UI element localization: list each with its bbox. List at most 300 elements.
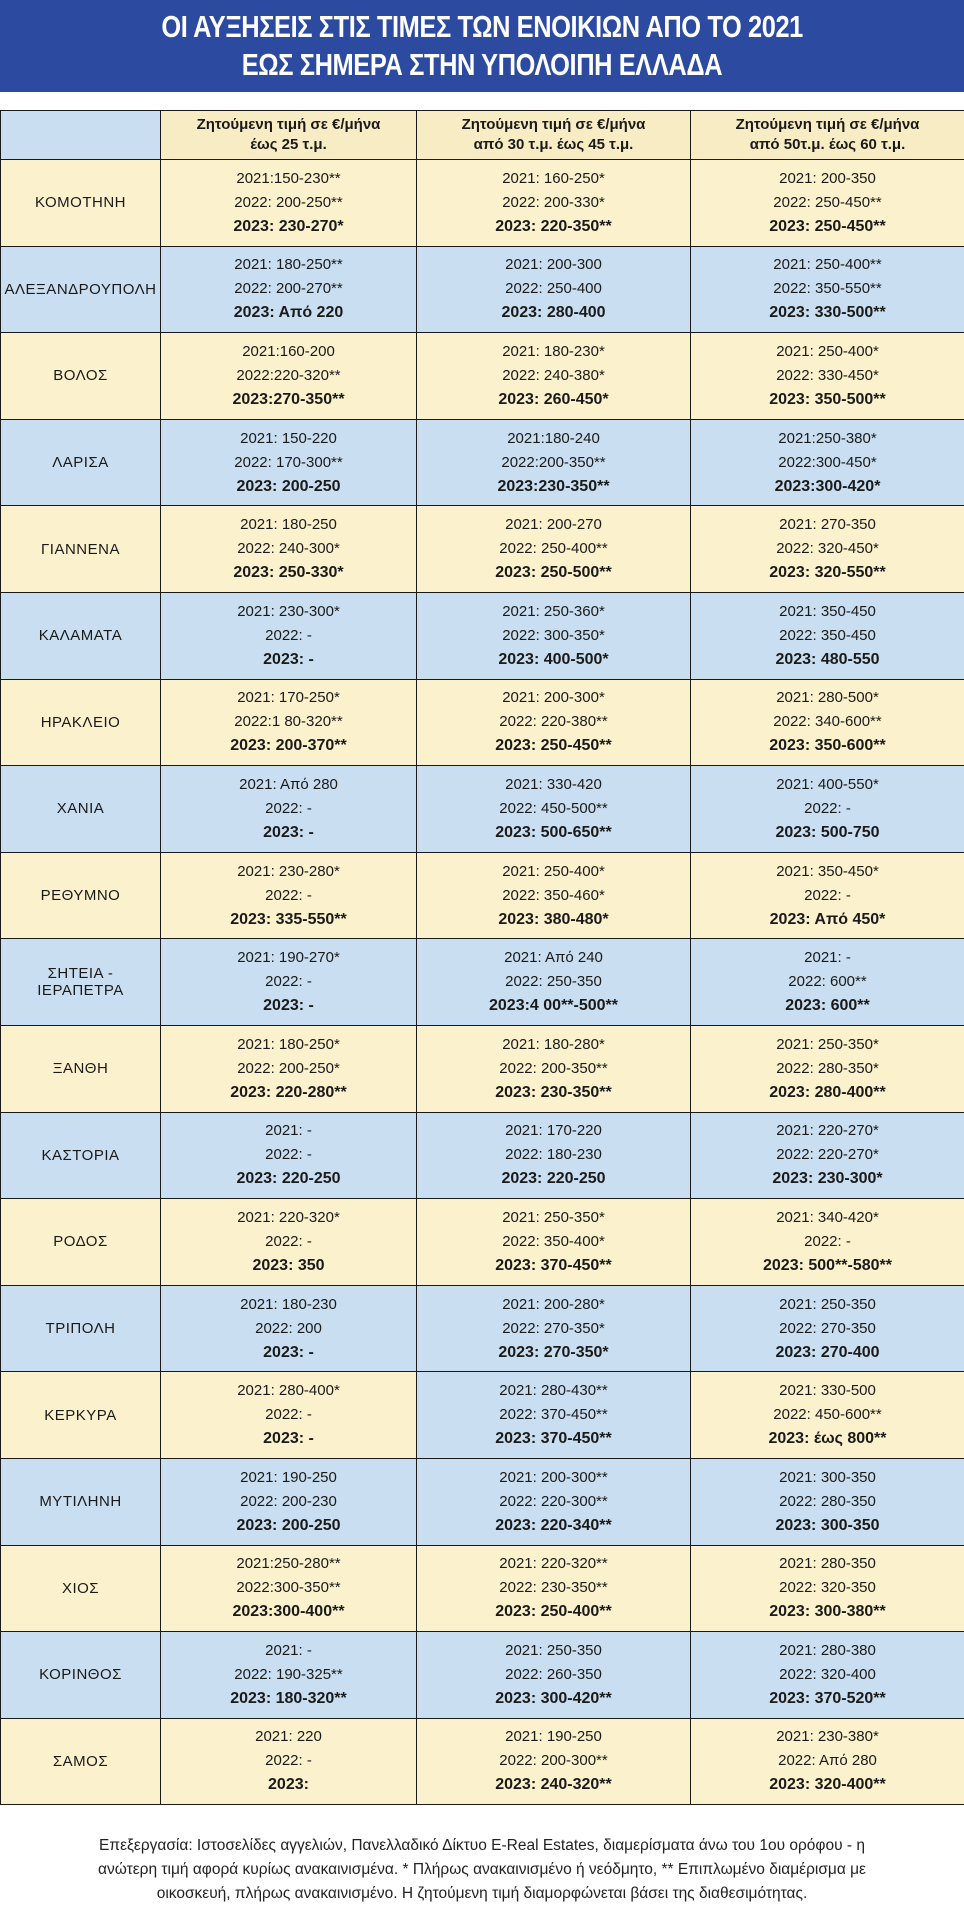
city-name-cell bbox=[1, 1199, 161, 1286]
price-2022: 2022: - bbox=[265, 973, 312, 991]
price-2022: 2022:200-350** bbox=[501, 453, 606, 471]
price-2023: 2023: 250-500** bbox=[495, 564, 612, 582]
price-2023: 2023: 300-420** bbox=[495, 1689, 612, 1707]
city-name: ΚΟΜΟΤΗΝΗ bbox=[34, 194, 127, 212]
price-2023: 2023: 480-550 bbox=[775, 650, 880, 668]
price-2021: 2021: 250-350 bbox=[505, 1641, 602, 1659]
price-2021: 2021: 180-230 bbox=[240, 1295, 337, 1313]
price-2022: 2022: - bbox=[265, 1752, 312, 1770]
price-cell bbox=[691, 1545, 964, 1632]
footnote-line-3: οικοσκευή, πλήρως ανακαινισμένο. Η ζητούμενη τιμή διαμορφώνεται βάσει της διαθεσιμότητας. bbox=[156, 1885, 808, 1902]
price-2021: 2021: 230-380* bbox=[776, 1728, 879, 1746]
city-name-cell bbox=[1, 1545, 161, 1632]
header-col-1-line1: Ζητούμενη τιμή σε €/μήνα bbox=[196, 116, 381, 133]
city-name-cell bbox=[1, 766, 161, 853]
city-name-cell bbox=[1, 160, 161, 247]
footnote-line-2: ανώτερη τιμή αφορά κυρίως ανακαινισμένα. * Πλήρως ανακαινισμένο ή νεόδμητο, ** Επιπλωμένο διαμέρισμα με bbox=[98, 1861, 866, 1878]
city-name-cell bbox=[1, 939, 161, 1026]
price-2023: 2023: 280-400 bbox=[501, 304, 606, 322]
price-2022: 2022: 240-380* bbox=[502, 366, 605, 384]
city-name-cell bbox=[1, 852, 161, 939]
price-2022: 2022:300-450* bbox=[778, 453, 877, 471]
source-footnote bbox=[6, 1834, 958, 1906]
price-cell bbox=[417, 1025, 691, 1112]
price-cell bbox=[161, 419, 417, 506]
price-2021: 2021: 180-280* bbox=[502, 1035, 605, 1053]
price-2023: 2023: - bbox=[263, 1430, 314, 1448]
title-line-2: ΕΩΣ ΣΗΜΕΡΑ ΣΤΗΝ ΥΠΟΛΟΙΠΗ ΕΛΛΑΔΑ bbox=[241, 47, 723, 82]
price-2023: 2023: 500**-580** bbox=[763, 1256, 892, 1274]
price-cell bbox=[417, 766, 691, 853]
price-cell bbox=[161, 1718, 417, 1805]
table-row bbox=[1, 1025, 964, 1112]
price-cell bbox=[417, 1632, 691, 1719]
price-2023: 2023:300-420* bbox=[774, 477, 881, 495]
table-row bbox=[1, 1545, 964, 1632]
city-name: ΒΟΛΟΣ bbox=[53, 367, 108, 385]
price-cell bbox=[161, 160, 417, 247]
city-name: ΚΑΛΑΜΑΤΑ bbox=[38, 627, 123, 645]
price-2022: 2022: 280-350* bbox=[776, 1059, 879, 1077]
price-cell bbox=[417, 506, 691, 593]
price-2023: 2023: 335-550** bbox=[230, 910, 347, 928]
price-2022: 2022: 350-460* bbox=[502, 886, 605, 904]
price-2023: 2023: 280-400** bbox=[769, 1083, 886, 1101]
price-cell bbox=[161, 246, 417, 333]
price-2022: 2022:300-350** bbox=[236, 1579, 341, 1597]
price-cell bbox=[417, 939, 691, 1026]
price-2021: 2021: 330-500 bbox=[779, 1382, 876, 1400]
header-corner bbox=[1, 111, 161, 160]
price-2023: 2023: bbox=[268, 1776, 309, 1794]
price-2023: 2023: Από 220 bbox=[233, 304, 344, 322]
table-row bbox=[1, 1199, 964, 1286]
price-2023: 2023: 230-270* bbox=[233, 217, 344, 235]
price-2023: 2023: 300-380** bbox=[769, 1603, 886, 1621]
price-2023: 2023: 180-320** bbox=[230, 1689, 347, 1707]
city-name: ΚΑΣΤΟΡΙΑ bbox=[41, 1146, 120, 1164]
price-2023: 2023: 230-300* bbox=[772, 1170, 883, 1188]
header-col-2 bbox=[417, 111, 691, 160]
price-cell bbox=[161, 1199, 417, 1286]
price-2023: 2023: 250-450** bbox=[495, 737, 612, 755]
price-2021: 2021: 160-250* bbox=[502, 169, 605, 187]
price-2021: 2021: 280-380 bbox=[779, 1641, 876, 1659]
price-2022: 2022: 220-380** bbox=[499, 713, 608, 731]
price-2022: 2022: 200-270** bbox=[234, 280, 343, 298]
price-2022: 2022: - bbox=[265, 626, 312, 644]
price-cell bbox=[417, 1199, 691, 1286]
price-cell bbox=[691, 333, 964, 420]
city-name-cell bbox=[1, 679, 161, 766]
price-2021: 2021: - bbox=[804, 949, 851, 967]
price-2021: 2021: 180-230* bbox=[502, 342, 605, 360]
price-2022: 2022: 220-300** bbox=[499, 1492, 608, 1510]
price-cell bbox=[417, 333, 691, 420]
price-cell bbox=[417, 1545, 691, 1632]
price-2023: 2023: 400-500* bbox=[498, 650, 609, 668]
price-2021: 2021: - bbox=[265, 1122, 312, 1140]
price-2022: 2022: 350-400* bbox=[502, 1232, 605, 1250]
rent-table-container bbox=[0, 110, 964, 1805]
price-2022: 2022: 240-300* bbox=[237, 540, 340, 558]
price-2021: 2021: 350-450* bbox=[776, 862, 879, 880]
price-cell bbox=[691, 592, 964, 679]
price-2022: 2022:220-320** bbox=[236, 366, 341, 384]
price-2023: 2023: 370-450** bbox=[495, 1256, 612, 1274]
price-2023: 2023: 250-450** bbox=[769, 217, 886, 235]
price-cell bbox=[161, 1112, 417, 1199]
price-cell bbox=[691, 1718, 964, 1805]
price-2023: 2023: 350-600** bbox=[769, 737, 886, 755]
price-2021: 2021: 220-320** bbox=[499, 1555, 608, 1573]
price-2021: 2021: 190-250 bbox=[240, 1468, 337, 1486]
price-cell bbox=[691, 766, 964, 853]
price-2022: 2022: 450-600** bbox=[773, 1406, 882, 1424]
price-cell bbox=[691, 852, 964, 939]
price-cell bbox=[691, 939, 964, 1026]
price-2023: 2023: 220-340** bbox=[495, 1516, 612, 1534]
rent-prices-table bbox=[0, 110, 964, 1805]
price-2021: 2021: 220 bbox=[255, 1728, 322, 1746]
price-2023: 2023: 200-250 bbox=[236, 477, 341, 495]
price-2023: 2023: - bbox=[263, 823, 314, 841]
price-2021: 2021: 250-360* bbox=[502, 602, 605, 620]
city-name-cell bbox=[1, 506, 161, 593]
price-2023: 2023: 380-480* bbox=[498, 910, 609, 928]
price-2022: 2022: - bbox=[804, 1232, 851, 1250]
price-2023: 2023: 370-450** bbox=[495, 1430, 612, 1448]
price-2022: 2022: 230-350** bbox=[499, 1579, 608, 1597]
price-2021: 2021: 200-350 bbox=[779, 169, 876, 187]
price-2021: 2021: 220-320* bbox=[237, 1208, 340, 1226]
price-cell bbox=[417, 246, 691, 333]
table-row bbox=[1, 592, 964, 679]
price-2023: 2023:270-350** bbox=[232, 390, 345, 408]
title-banner bbox=[0, 0, 964, 92]
city-name-cell bbox=[1, 419, 161, 506]
table-row bbox=[1, 1718, 964, 1805]
price-2023: 2023: 200-370** bbox=[230, 737, 347, 755]
price-2022: 2022: 330-450* bbox=[776, 366, 879, 384]
price-2021: 2021: 200-300 bbox=[505, 256, 602, 274]
price-2022: 2022: 250-400** bbox=[499, 540, 608, 558]
price-2021: 2021: 170-220 bbox=[505, 1122, 602, 1140]
price-2023: 2023: 600** bbox=[785, 997, 870, 1015]
table-row bbox=[1, 1458, 964, 1545]
price-2023: 2023:300-400** bbox=[232, 1603, 345, 1621]
table-row bbox=[1, 939, 964, 1026]
price-2022: 2022: - bbox=[804, 886, 851, 904]
price-2021: 2021: 170-250* bbox=[237, 689, 340, 707]
price-cell bbox=[691, 506, 964, 593]
city-name: ΚΕΡΚΥΡΑ bbox=[44, 1406, 117, 1424]
price-2022: 2022: 350-450 bbox=[779, 626, 876, 644]
table-body bbox=[1, 160, 964, 1805]
price-cell bbox=[161, 1372, 417, 1459]
price-2023: 2023: - bbox=[263, 997, 314, 1015]
price-2021: 2021: - bbox=[265, 1641, 312, 1659]
table-header-row bbox=[1, 111, 964, 160]
price-cell bbox=[161, 939, 417, 1026]
price-cell bbox=[417, 1112, 691, 1199]
price-2023: 2023: 330-500** bbox=[769, 304, 886, 322]
price-2022: 2022: - bbox=[265, 1406, 312, 1424]
price-2022: 2022: 200-350** bbox=[499, 1059, 608, 1077]
price-2022: 2022: 340-600** bbox=[773, 713, 882, 731]
price-2023: 2023:4 00**-500** bbox=[489, 997, 618, 1015]
price-cell bbox=[691, 246, 964, 333]
header-col-1 bbox=[161, 111, 417, 160]
price-2021: 2021: 190-270* bbox=[237, 949, 340, 967]
price-cell bbox=[691, 1285, 964, 1372]
price-cell bbox=[161, 1632, 417, 1719]
price-2022: 2022: - bbox=[265, 1232, 312, 1250]
price-2022: 2022: 200-250* bbox=[237, 1059, 340, 1077]
price-2023: 2023: 370-520** bbox=[769, 1689, 886, 1707]
price-2022: 2022: 280-350 bbox=[779, 1492, 876, 1510]
city-name-line2: ΙΕΡΑΠΕΤΡΑ bbox=[37, 982, 124, 1000]
price-cell bbox=[417, 1372, 691, 1459]
price-2021: 2021: 200-300** bbox=[499, 1468, 608, 1486]
price-2022: 2022: - bbox=[265, 1146, 312, 1164]
footnote-line-1: Επεξεργασία: Ιστοσελίδες αγγελιών, Πανελλαδικό Δίκτυο E-Real Estates, διαμερίσματα άνω του 1ου ορόφου - η bbox=[99, 1837, 865, 1854]
city-name-cell bbox=[1, 333, 161, 420]
price-2022: 2022: 200-230 bbox=[240, 1492, 337, 1510]
price-2022: 2022: 270-350* bbox=[502, 1319, 605, 1337]
table-row bbox=[1, 506, 964, 593]
price-2021: 2021: 200-280* bbox=[502, 1295, 605, 1313]
price-cell bbox=[161, 333, 417, 420]
price-cell bbox=[417, 160, 691, 247]
price-cell bbox=[161, 1285, 417, 1372]
price-2023: 2023: 250-400** bbox=[495, 1603, 612, 1621]
city-name: ΣΗΤΕΙΑ - bbox=[47, 965, 114, 983]
price-2023: 2023: 220-350** bbox=[495, 217, 612, 235]
price-2021: 2021: 330-420 bbox=[505, 775, 602, 793]
table-row bbox=[1, 160, 964, 247]
price-2021: 2021: 350-450 bbox=[779, 602, 876, 620]
price-cell bbox=[161, 1025, 417, 1112]
table-row bbox=[1, 1112, 964, 1199]
price-2021: 2021:250-380* bbox=[778, 429, 877, 447]
price-cell bbox=[161, 1545, 417, 1632]
price-2022: 2022: 200-250** bbox=[234, 193, 343, 211]
price-2021: 2021: 230-300* bbox=[237, 602, 340, 620]
header-col-3 bbox=[691, 111, 964, 160]
price-2022: 2022: 270-350 bbox=[779, 1319, 876, 1337]
price-2021: 2021: 280-350 bbox=[779, 1555, 876, 1573]
city-name-cell bbox=[1, 592, 161, 679]
price-2023: 2023: 200-250 bbox=[236, 1516, 341, 1534]
price-2022: 2022: 370-450** bbox=[499, 1406, 608, 1424]
price-2022: 2022: 200-330* bbox=[502, 193, 605, 211]
table-row bbox=[1, 679, 964, 766]
price-2023: 2023: 220-250 bbox=[236, 1170, 341, 1188]
city-name-cell bbox=[1, 1112, 161, 1199]
header-col-1-line2: έως 25 τ.μ. bbox=[250, 136, 327, 153]
price-2022: 2022: 170-300** bbox=[234, 453, 343, 471]
price-cell bbox=[691, 419, 964, 506]
price-2021: 2021: 180-250** bbox=[234, 256, 343, 274]
price-2022: 2022: 450-500** bbox=[499, 799, 608, 817]
price-2022: 2022: 260-350 bbox=[505, 1665, 602, 1683]
price-2022: 2022: 250-350 bbox=[505, 973, 602, 991]
price-2022: 2022: - bbox=[265, 799, 312, 817]
price-2023: 2023: 270-400 bbox=[775, 1343, 880, 1361]
city-name: ΡΟΔΟΣ bbox=[53, 1233, 108, 1251]
price-2022: 2022: 200 bbox=[255, 1319, 322, 1337]
price-2021: 2021: 250-400** bbox=[773, 256, 882, 274]
city-name: ΧΙΟΣ bbox=[61, 1579, 100, 1597]
price-2023: 2023: έως 800** bbox=[768, 1430, 887, 1448]
price-2022: 2022:1 80-320** bbox=[234, 713, 343, 731]
city-name-cell bbox=[1, 1285, 161, 1372]
price-2021: 2021: 250-350* bbox=[776, 1035, 879, 1053]
price-cell bbox=[417, 679, 691, 766]
table-row bbox=[1, 246, 964, 333]
price-2021: 2021: Από 240 bbox=[504, 949, 603, 967]
city-name: ΣΑΜΟΣ bbox=[52, 1752, 109, 1770]
price-cell bbox=[691, 1025, 964, 1112]
price-2023: 2023: 270-350* bbox=[498, 1343, 609, 1361]
title-line-1: ΟΙ ΑΥΞΗΣΕΙΣ ΣΤΙΣ ΤΙΜΕΣ ΤΩΝ ΕΝΟΙΚΙΩΝ ΑΠΟ ΤΟ 2021 bbox=[161, 9, 803, 44]
table-row bbox=[1, 766, 964, 853]
table-row bbox=[1, 333, 964, 420]
table-row bbox=[1, 419, 964, 506]
city-name-cell bbox=[1, 1025, 161, 1112]
price-2022: 2022: 320-450* bbox=[776, 540, 879, 558]
price-cell bbox=[161, 852, 417, 939]
price-2022: 2022: 250-400 bbox=[505, 280, 602, 298]
price-2021: 2021: Από 280 bbox=[239, 775, 338, 793]
price-cell bbox=[161, 766, 417, 853]
price-2021: 2021: 280-400* bbox=[237, 1382, 340, 1400]
price-2023: 2023: 500-650** bbox=[495, 823, 612, 841]
price-2023: 2023: 320-550** bbox=[769, 564, 886, 582]
price-2021: 2021: 340-420* bbox=[776, 1208, 879, 1226]
city-name: ΧΑΝΙΑ bbox=[56, 800, 105, 818]
price-2021: 2021: 200-270 bbox=[505, 516, 602, 534]
price-2021: 2021: 150-220 bbox=[240, 429, 337, 447]
price-2022: 2022: - bbox=[265, 886, 312, 904]
city-name: ΗΡΑΚΛΕΙΟ bbox=[40, 713, 121, 731]
city-name: ΤΡΙΠΟΛΗ bbox=[45, 1320, 116, 1338]
city-name: ΚΟΡΙΝΘΟΣ bbox=[39, 1666, 122, 1684]
price-cell bbox=[417, 1718, 691, 1805]
city-name-cell bbox=[1, 1718, 161, 1805]
price-2021: 2021:180-240 bbox=[507, 429, 600, 447]
header-col-2-line2: από 30 τ.μ. έως 45 τ.μ. bbox=[473, 136, 634, 153]
city-name: ΓΙΑΝΝΕΝΑ bbox=[41, 540, 120, 558]
price-2022: 2022: 320-400 bbox=[779, 1665, 876, 1683]
price-2023: 2023: 350-500** bbox=[769, 390, 886, 408]
price-cell bbox=[691, 160, 964, 247]
city-name: ΜΥΤΙΛΗΝΗ bbox=[39, 1493, 122, 1511]
price-2022: 2022: 300-350* bbox=[502, 626, 605, 644]
price-2023: 2023: 500-750 bbox=[775, 823, 880, 841]
price-2022: 2022: 320-350 bbox=[779, 1579, 876, 1597]
price-2021: 2021: 250-350* bbox=[502, 1208, 605, 1226]
city-name: ΑΛΕΞΑΝΔΡΟΥΠΟΛΗ bbox=[4, 280, 157, 298]
price-2021: 2021: 250-400* bbox=[776, 342, 879, 360]
price-cell bbox=[691, 1199, 964, 1286]
price-cell bbox=[691, 679, 964, 766]
price-2023: 2023: 300-350 bbox=[775, 1516, 880, 1534]
table-row bbox=[1, 1372, 964, 1459]
price-2023: 2023: 250-330* bbox=[233, 564, 344, 582]
price-2022: 2022: 220-270* bbox=[776, 1146, 879, 1164]
table-row bbox=[1, 852, 964, 939]
city-name-cell bbox=[1, 1632, 161, 1719]
price-cell bbox=[691, 1632, 964, 1719]
price-2021: 2021: 180-250 bbox=[240, 516, 337, 534]
price-cell bbox=[417, 1285, 691, 1372]
price-cell bbox=[161, 506, 417, 593]
city-name-cell bbox=[1, 246, 161, 333]
header-col-3-line2: από 50τ.μ. έως 60 τ.μ. bbox=[749, 136, 906, 153]
price-cell bbox=[417, 419, 691, 506]
price-2021: 2021:250-280** bbox=[236, 1555, 341, 1573]
price-2023: 2023: 260-450* bbox=[498, 390, 609, 408]
price-cell bbox=[691, 1112, 964, 1199]
price-2022: 2022: 190-325** bbox=[234, 1665, 343, 1683]
price-2023: 2023:230-350** bbox=[497, 477, 610, 495]
price-2021: 2021: 250-350 bbox=[779, 1295, 876, 1313]
city-name: ΡΕΘΥΜΝΟ bbox=[40, 887, 121, 905]
city-name: ΛΑΡΙΣΑ bbox=[52, 454, 109, 472]
header-col-3-line1: Ζητούμενη τιμή σε €/μήνα bbox=[735, 116, 920, 133]
price-2021: 2021: 190-250 bbox=[505, 1728, 602, 1746]
price-2021: 2021: 200-300* bbox=[502, 689, 605, 707]
price-2021: 2021: 280-430** bbox=[499, 1382, 608, 1400]
price-2021: 2021: 280-500* bbox=[776, 689, 879, 707]
price-cell bbox=[417, 592, 691, 679]
price-2023: 2023: 350 bbox=[252, 1256, 325, 1274]
price-2021: 2021: 270-350 bbox=[779, 516, 876, 534]
price-2023: 2023: 230-350** bbox=[495, 1083, 612, 1101]
city-name: ΞΑΝΘΗ bbox=[52, 1060, 109, 1078]
price-2021: 2021: 250-400* bbox=[502, 862, 605, 880]
price-2022: 2022: - bbox=[804, 799, 851, 817]
price-2021: 2021: 300-350 bbox=[779, 1468, 876, 1486]
price-2023: 2023: Από 450* bbox=[769, 910, 886, 928]
price-2023: 2023: - bbox=[263, 650, 314, 668]
price-2023: 2023: - bbox=[263, 1343, 314, 1361]
price-2023: 2023: 220-280** bbox=[230, 1083, 347, 1101]
price-2023: 2023: 240-320** bbox=[495, 1776, 612, 1794]
price-2021: 2021:150-230** bbox=[236, 169, 341, 187]
price-cell bbox=[417, 852, 691, 939]
price-2021: 2021: 180-250* bbox=[237, 1035, 340, 1053]
price-cell bbox=[161, 679, 417, 766]
price-cell bbox=[691, 1372, 964, 1459]
header-col-2-line1: Ζητούμενη τιμή σε €/μήνα bbox=[461, 116, 646, 133]
price-cell bbox=[161, 1458, 417, 1545]
price-2022: 2022: 200-300** bbox=[499, 1752, 608, 1770]
table-row bbox=[1, 1632, 964, 1719]
price-cell bbox=[691, 1458, 964, 1545]
city-name-cell bbox=[1, 1458, 161, 1545]
price-2022: 2022: 180-230 bbox=[505, 1146, 602, 1164]
price-2022: 2022: 350-550** bbox=[773, 280, 882, 298]
price-2023: 2023: 220-250 bbox=[501, 1170, 606, 1188]
price-2022: 2022: 250-450** bbox=[773, 193, 882, 211]
price-2022: 2022: 600** bbox=[788, 973, 867, 991]
price-cell bbox=[161, 592, 417, 679]
price-2023: 2023: 320-400** bbox=[769, 1776, 886, 1794]
price-2022: 2022: Από 280 bbox=[778, 1752, 877, 1770]
